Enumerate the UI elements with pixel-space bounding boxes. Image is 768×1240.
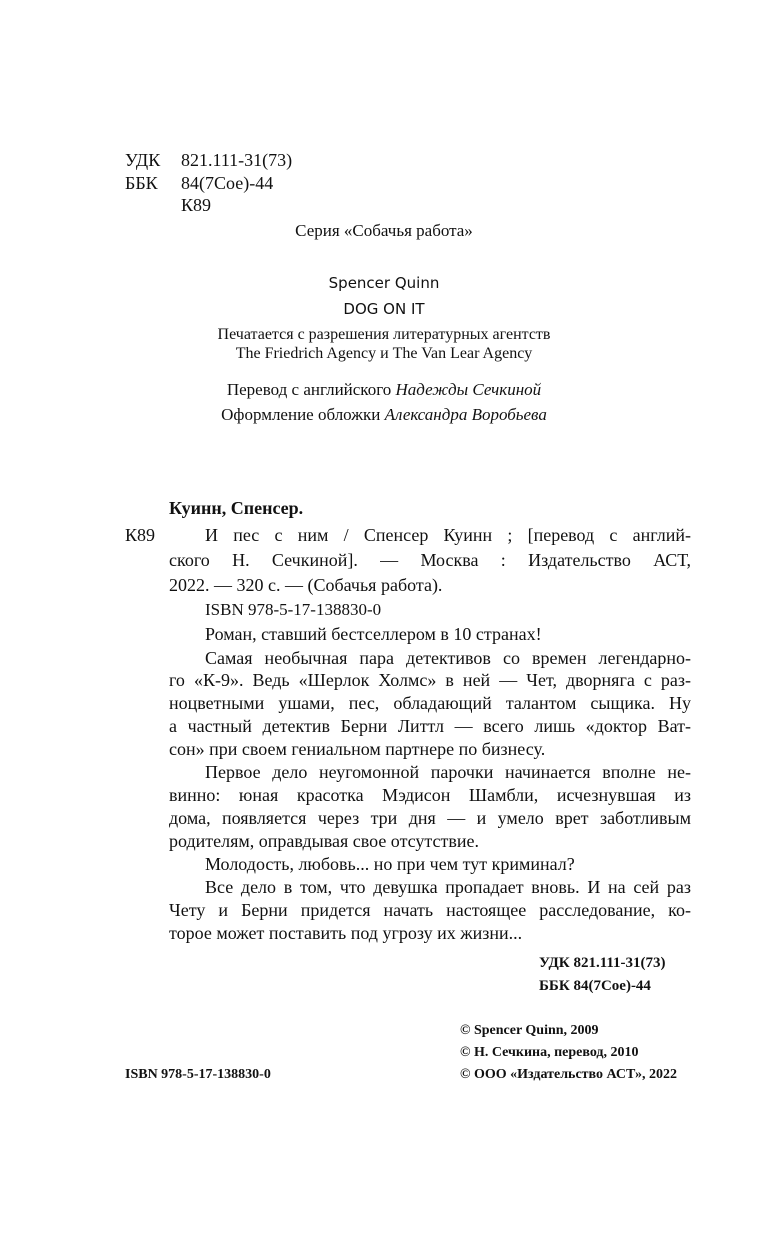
bottom-bbk: ББК 84(7Сое)-44: [539, 978, 651, 994]
copyright-line-3: © ООО «Издательство АСТ», 2022: [460, 1067, 678, 1082]
series-line: Серия «Собачья работа»: [295, 221, 473, 240]
annotation-line-4: ноцветными ушами, пес, обладающий талантом сыщика. Ну: [169, 693, 691, 713]
annotation-line-5: а частный детектив Берни Литтл — всего лишь «доктор Ват-: [169, 716, 691, 736]
cover-designer-name: Александра Воробьева: [384, 405, 547, 424]
bbk-value: 84(7Сое)-44: [181, 173, 274, 193]
catalog-isbn: ISBN 978-5-17-138830-0: [205, 600, 382, 619]
annotation-line-8: винно: юная красотка Мэдисон Шамбли, исчезнувшая из: [169, 785, 691, 805]
copyright-line-1: © Spencer Quinn, 2009: [460, 1023, 599, 1038]
annotation-line-12: Все дело в том, что девушка пропадает вновь. И на сей раз: [205, 877, 691, 897]
original-title: DOG ON IT: [343, 300, 425, 318]
annotation-line-9: дома, появляется через три дня — и умело врет заботливым: [169, 808, 691, 828]
cover-prefix: Оформление обложки: [221, 405, 385, 424]
bbk-label: ББК: [125, 173, 158, 193]
annotation-line-3: го «К-9». Ведь «Шерлок Холмс» в ней — Чет, дворняга с раз-: [169, 670, 691, 690]
annotation-line-7: Первое дело неугомонной парочки начинается вполне не-: [205, 762, 691, 782]
annotation-line-10: родителям, оправдывая свое отсутствие.: [169, 831, 479, 851]
translation-prefix: Перевод с английского: [226, 380, 396, 399]
catalog-entry-line-2: ского Н. Сечкиной]. — Москва : Издательство АСТ,: [169, 550, 691, 570]
annotation-line-2: Самая необычная пара детективов со времен легендарно-: [205, 648, 691, 668]
annotation-line-13: Чету и Берни придется начать настоящее расследование, ко-: [169, 900, 691, 920]
annotation-line-11: Молодость, любовь... но при чем тут криминал?: [205, 854, 575, 874]
catalog-entry-line-3: 2022. — 320 с. — (Собачья работа).: [169, 575, 443, 595]
permission-block: [0, 326, 768, 363]
copyright-line-2: © Н. Сечкина, перевод, 2010: [460, 1045, 639, 1060]
annotation-line-14: торое может поставить под угрозу их жизни...: [169, 923, 523, 943]
translator-name: Надежды Сечкиной: [395, 380, 542, 399]
udk-label: УДК: [125, 150, 161, 170]
permission-line-2: The Friedrich Agency и The Van Lear Agency: [235, 345, 533, 362]
footer-isbn: ISBN 978-5-17-138830-0: [125, 1067, 271, 1082]
author-sign: К89: [181, 195, 212, 215]
bottom-udk: УДК 821.111-31(73): [539, 955, 666, 971]
translation-credit: [0, 380, 768, 400]
annotation-line-6: сон» при своем гениальном партнере по бизнесу.: [169, 739, 546, 759]
catalog-entry-line-1: И пес с ним / Спенсер Куинн ; [перевод с англий-: [205, 525, 691, 545]
catalog-heading: Куинн, Спенсер.: [169, 498, 304, 518]
catalog-sign: К89: [125, 525, 156, 545]
permission-line-1: Печатается с разрешения литературных агентств: [217, 326, 551, 343]
original-author: Spencer Quinn: [328, 274, 440, 292]
cover-credit: [0, 405, 768, 425]
udk-value: 821.111-31(73): [181, 150, 293, 170]
annotation-line-1: Роман, ставший бестселлером в 10 странах!: [205, 624, 542, 644]
